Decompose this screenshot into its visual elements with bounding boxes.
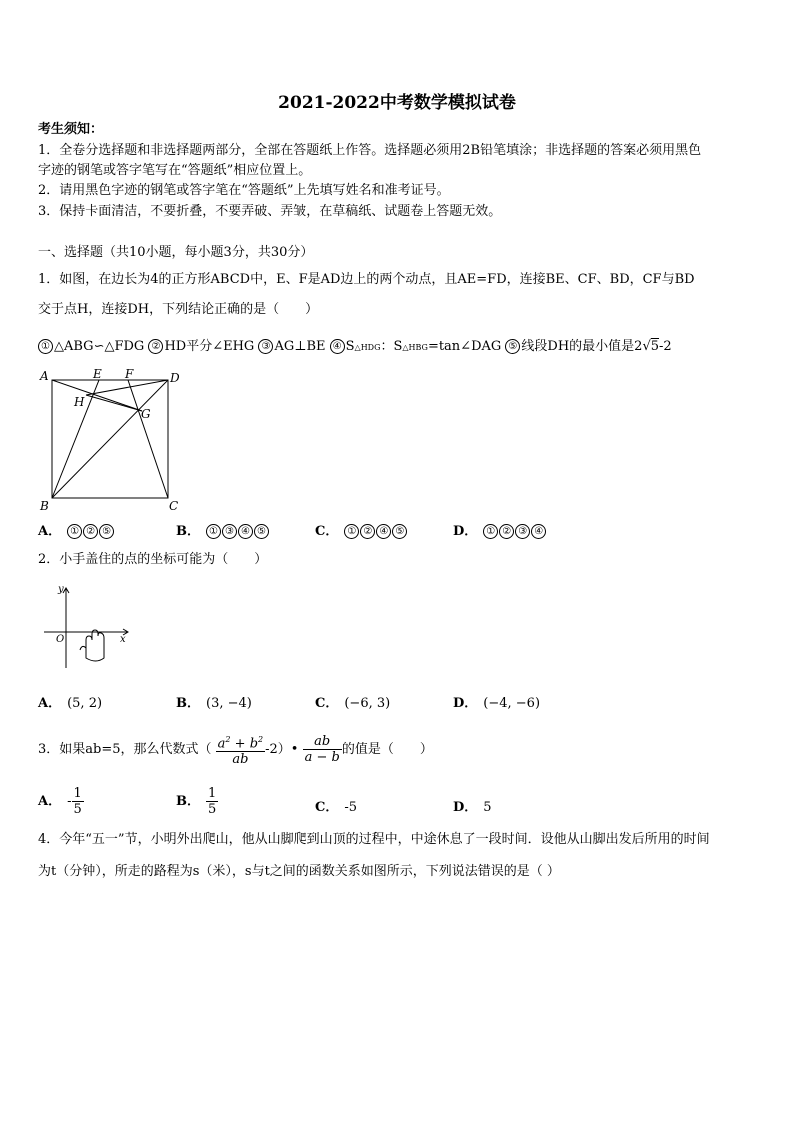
label-C: C (169, 499, 179, 513)
q2-text: 2．小手盖住的点的坐标可能为（ ） (38, 552, 268, 567)
label-B: B (40, 499, 49, 513)
label-F: F (125, 368, 134, 381)
q3-text: 3．如果ab=5，那么代数式（ $\frac{a^2 + b^2}{ab}$ -2）• $\frac{ab}{a - b}$ 的值是（ ） (38, 732, 433, 767)
q2-option-c[interactable]: C． (−6, 3) (315, 696, 391, 711)
notice-heading: 考生须知： (38, 122, 104, 137)
q3-option-a[interactable]: A． - $\frac{1}{5}$ (38, 786, 82, 817)
notice-item-3: 3．保持卡面清洁，不要折叠，不要弄破、弄皱，在草稿纸、试题卷上答题无效。 (38, 204, 502, 219)
segment-cf (128, 380, 168, 498)
label-A: A (40, 369, 49, 383)
conclusion-1: △ABG∽△FDG (54, 339, 145, 354)
circled-4: ④ (330, 339, 345, 354)
q3-option-b[interactable]: B． $\frac{1}{5}$ (176, 786, 217, 817)
q2-option-d[interactable]: D． (−4, −6) (453, 696, 541, 711)
label-y: y (58, 584, 64, 595)
section-heading: 一、选择题（共10小题，每小题3分，共30分） (38, 245, 314, 260)
hand-icon (80, 630, 104, 661)
q1-conclusions (38, 339, 672, 356)
q1-text-line1: 1．如图，在边长为4的正方形ABCD中，E、F是AD边上的两个动点，且AE=FD，连接BE、CF、BD，CF与BD (38, 272, 695, 287)
q1-option-c[interactable]: C． ① ② ④ ⑤ (315, 520, 408, 539)
conclusion-5: 线段DH的最小值是2√5-2 (521, 339, 672, 354)
exam-title: 2021-2022中考数学模拟试卷 (278, 93, 516, 113)
circled-3: ③ (258, 339, 273, 354)
q1-option-d[interactable]: D． ① ② ③ ④ (453, 520, 547, 539)
label-H: H (74, 395, 85, 409)
conclusion-3: AG⊥BE (274, 339, 326, 354)
q2-option-b[interactable]: B． (3, −4) (176, 696, 252, 711)
q1-option-a[interactable]: A． ① ② ⑤ (38, 520, 115, 539)
circled-1: ① (38, 339, 53, 354)
conclusion-4: S△HDG：S△HBG=tan∠DAG (345, 339, 502, 354)
q1-option-b[interactable]: B． ① ③ ④ ⑤ (176, 520, 270, 539)
q4-text-line2: 为t（分钟），所走的路程为s（米），s与t之间的函数关系如图所示，下列说法错误的是（ ） (38, 864, 560, 879)
label-origin: O (56, 634, 65, 645)
q2-option-a[interactable]: A． (5, 2) (38, 696, 103, 711)
conclusion-2: HD平分∠EHG (164, 339, 255, 354)
q4-text-line1: 4．今年“五一”节，小明外出爬山，他从山脚爬到山顶的过程中，中途休息了一段时间．设他从山脚出发后所用的时间 (38, 832, 710, 847)
q3-fraction-2: $\frac{ab}{a - b}$ (304, 734, 340, 766)
notice-item-2: 2．请用黑色字迹的钢笔或答字笔在“答题纸”上先填写姓名和准考证号。 (38, 183, 450, 198)
label-x: x (120, 634, 126, 645)
circled-5: ⑤ (505, 339, 520, 354)
q2-axes-figure (36, 582, 136, 672)
label-D: D (170, 371, 180, 385)
q3-option-d[interactable]: D． 5 (453, 800, 492, 815)
q1-text-line2: 交于点H，连接DH，下列结论正确的是（ ） (38, 302, 319, 317)
label-G: G (141, 407, 151, 421)
label-E: E (93, 368, 102, 381)
q3-fraction-1: $\frac{a^2 + b^2}{ab}$ (216, 732, 265, 767)
q3-option-c[interactable]: C． -5 (315, 800, 358, 815)
q1-square-figure (36, 368, 186, 513)
circled-2: ② (148, 339, 163, 354)
segment-bd (52, 380, 168, 498)
notice-item-1-cont: 字迹的钢笔或答字笔写在“答题纸”相应位置上。 (38, 163, 312, 178)
notice-item-1: 1．全卷分选择题和非选择题两部分，全部在答题纸上作答。选择题必须用2B铅笔填涂；非选择题的答案必须用黑色 (38, 143, 702, 158)
